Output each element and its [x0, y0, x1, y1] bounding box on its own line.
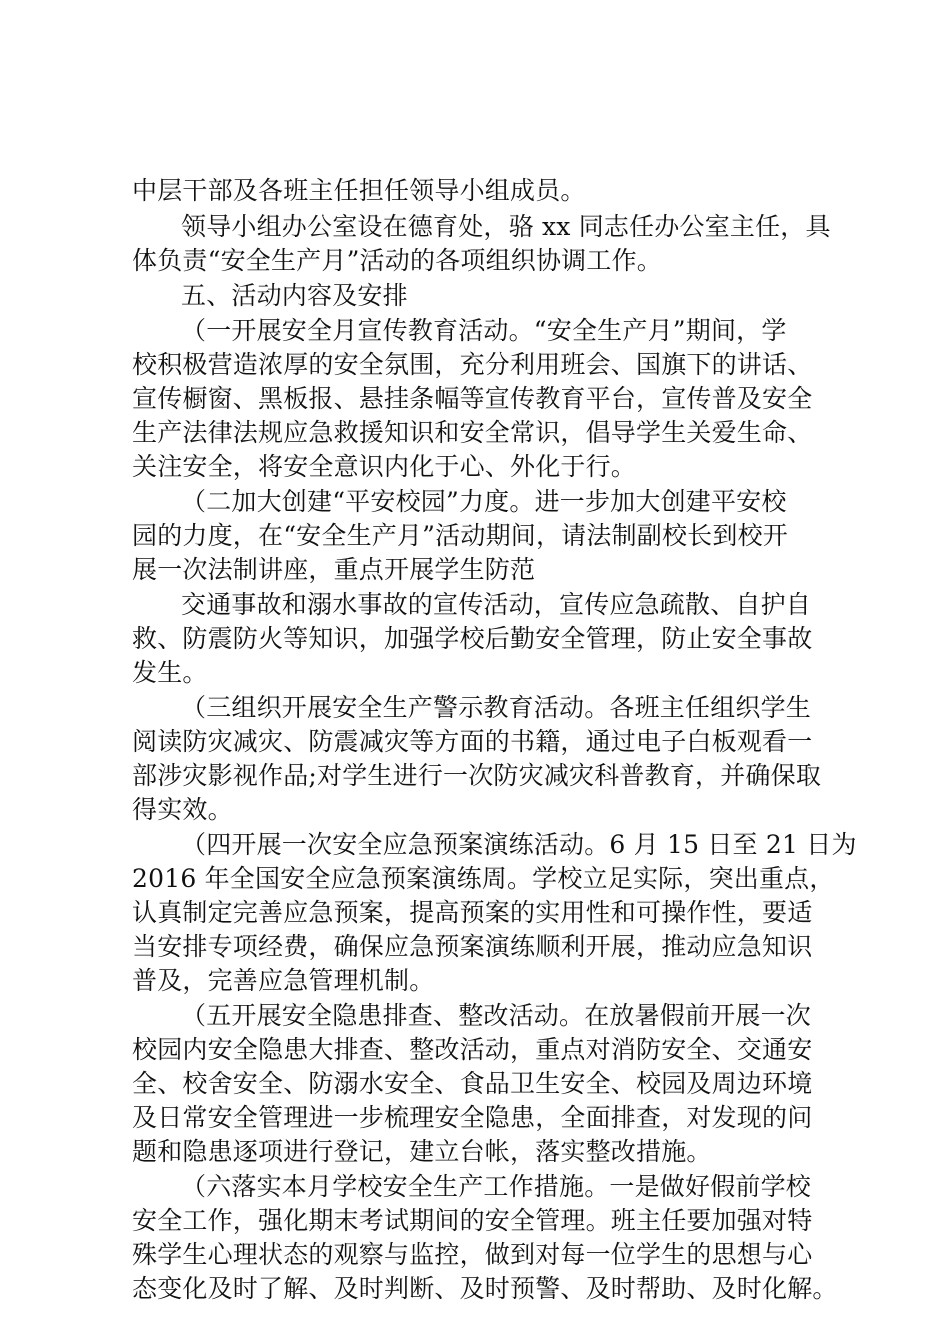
text-line: 态变化及时了解、及时判断、及时预警、及时帮助、及时化解。 [132, 1274, 838, 1303]
text-line: （一开展安全月宣传教育活动。“安全生产月”期间，学 [181, 316, 787, 345]
text-line: 及日常安全管理进一步梳理安全隐患，全面排查，对发现的问 [132, 1103, 813, 1132]
text-line: （三组织开展安全生产警示教育活动。各班主任组织学生 [181, 693, 812, 722]
text-line: 生产法律法规应急救援知识和安全常识，倡导学生关爱生命、 [132, 418, 813, 447]
text-line: 交通事故和溺水事故的宣传活动，宣传应急疏散、自护自 [181, 590, 812, 619]
text-line: 宣传橱窗、黑板报、悬挂条幅等宣传教育平台，宣传普及安全 [132, 384, 813, 413]
text-line: 全、校舍安全、防溺水安全、食品卫生安全、校园及周边环境 [132, 1069, 813, 1098]
text-line: 展一次法制讲座，重点开展学生防范 [132, 555, 536, 584]
text-line: 领导小组办公室设在德育处，骆 xx 同志任办公室主任，具 [181, 212, 831, 241]
text-line: 部涉灾影视作品;对学生进行一次防灾减灾科普教育，并确保取 [132, 761, 822, 790]
text-line: 校积极营造浓厚的安全氛围，充分利用班会、国旗下的讲话、 [132, 350, 813, 379]
text-line: 救、防震防火等知识，加强学校后勤安全管理，防止安全事故 [132, 624, 813, 653]
text-line: 安全工作，强化期末考试期间的安全管理。班主任要加强对特 [132, 1206, 813, 1235]
text-line: 阅读防灾减灾、防震减灾等方面的书籍，通过电子白板观看一 [132, 727, 813, 756]
text-line: 得实效。 [132, 795, 233, 824]
text-line: （六落实本月学校安全生产工作措施。一是做好假前学校 [181, 1172, 812, 1201]
text-line: 校园内安全隐患大排查、整改活动，重点对消防安全、交通安 [132, 1035, 813, 1064]
text-line: （五开展安全隐患排查、整改活动。在放暑假前开展一次 [181, 1001, 812, 1030]
text-line: 题和隐患逐项进行登记，建立台帐，落实整改措施。 [132, 1137, 712, 1166]
text-line: 园的力度，在“安全生产月”活动期间，请法制副校长到校开 [132, 521, 788, 550]
text-line: （二加大创建“平安校园”力度。进一步加大创建平安校 [181, 487, 787, 516]
text-line: 认真制定完善应急预案，提高预案的实用性和可操作性，要适 [132, 898, 813, 927]
text-line: 2016 年全国安全应急预案演练周。学校立足实际，突出重点， [132, 864, 835, 893]
text-line: 普及，完善应急管理机制。 [132, 966, 435, 995]
text-line: 中层干部及各班主任担任领导小组成员。 [132, 176, 586, 205]
text-line: （四开展一次安全应急预案演练活动。6 月 15 日至 21 日为 [181, 830, 857, 859]
text-line: 殊学生心理状态的观察与监控，做到对每一位学生的思想与心 [132, 1240, 813, 1269]
text-line: 关注安全，将安全意识内化于心、外化于行。 [132, 452, 637, 481]
text-line: 当安排专项经费，确保应急预案演练顺利开展，推动应急知识 [132, 932, 813, 961]
text-line: 发生。 [132, 658, 208, 687]
text-line: 体负责“安全生产月”活动的各项组织协调工作。 [132, 246, 662, 275]
section-heading: 五、活动内容及安排 [181, 281, 408, 310]
